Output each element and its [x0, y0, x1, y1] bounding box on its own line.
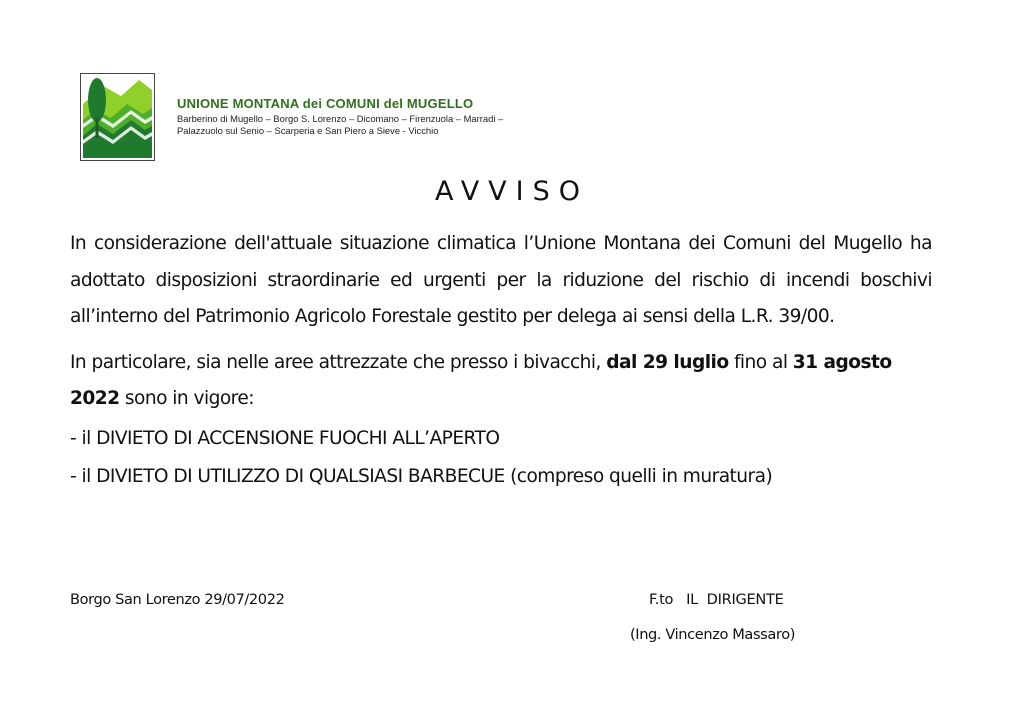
place-date: Borgo San Lorenzo 29/07/2022: [70, 591, 285, 608]
municipalities-line-2: Palazzuolo sul Senio – Scarperia e San Piero a Sieve - Vicchio: [177, 124, 439, 136]
end-date: 31 agosto 2022: [70, 351, 892, 409]
paragraph-period-text-1: In particolare, sia nelle aree attrezzate che presso i bivacchi,: [70, 351, 607, 373]
notice-body: [70, 226, 932, 496]
paragraph-period-text-2: fino al: [728, 351, 793, 373]
paragraph-context: In considerazione dell'attuale situazione climatica l’Unione Montana dei Comuni del Mugello ha adottato disposizioni straordinarie ed urgenti per la riduzione del rischio di incendi boschivi all’interno del Patrimonio Agricolo Forestale gestito per delega ai sensi della L.R. 39/00.: [70, 233, 932, 327]
org-name: UNIONE MONTANA dei COMUNI del MUGELLO: [177, 96, 474, 111]
mountains-tree-logo: [80, 73, 155, 161]
prohibition-fires: - il DIVIETO DI ACCENSIONE FUOCHI ALL’APERTO: [70, 427, 500, 449]
municipalities-list: [177, 113, 577, 136]
municipalities-line-1: Barberino di Mugello – Borgo S. Lorenzo – Dicomano – Firenzuola – Marradi –: [177, 113, 504, 124]
paragraph-period-text-3: sono in vigore:: [119, 388, 254, 409]
prohibition-barbecue: - il DIVIETO DI UTILIZZO DI QUALSIASI BARBECUE (compreso quelli in muratura): [70, 466, 773, 487]
notice-title: AVVISO: [434, 176, 590, 207]
signature-name: (Ing. Vincenzo Massaro): [630, 626, 796, 643]
signature-role: F.to IL DIRIGENTE: [649, 591, 784, 608]
start-date: dal 29 luglio: [606, 351, 729, 373]
letterhead: [80, 73, 600, 163]
paragraph-period: [70, 345, 932, 418]
logo-graphic: [81, 74, 154, 160]
